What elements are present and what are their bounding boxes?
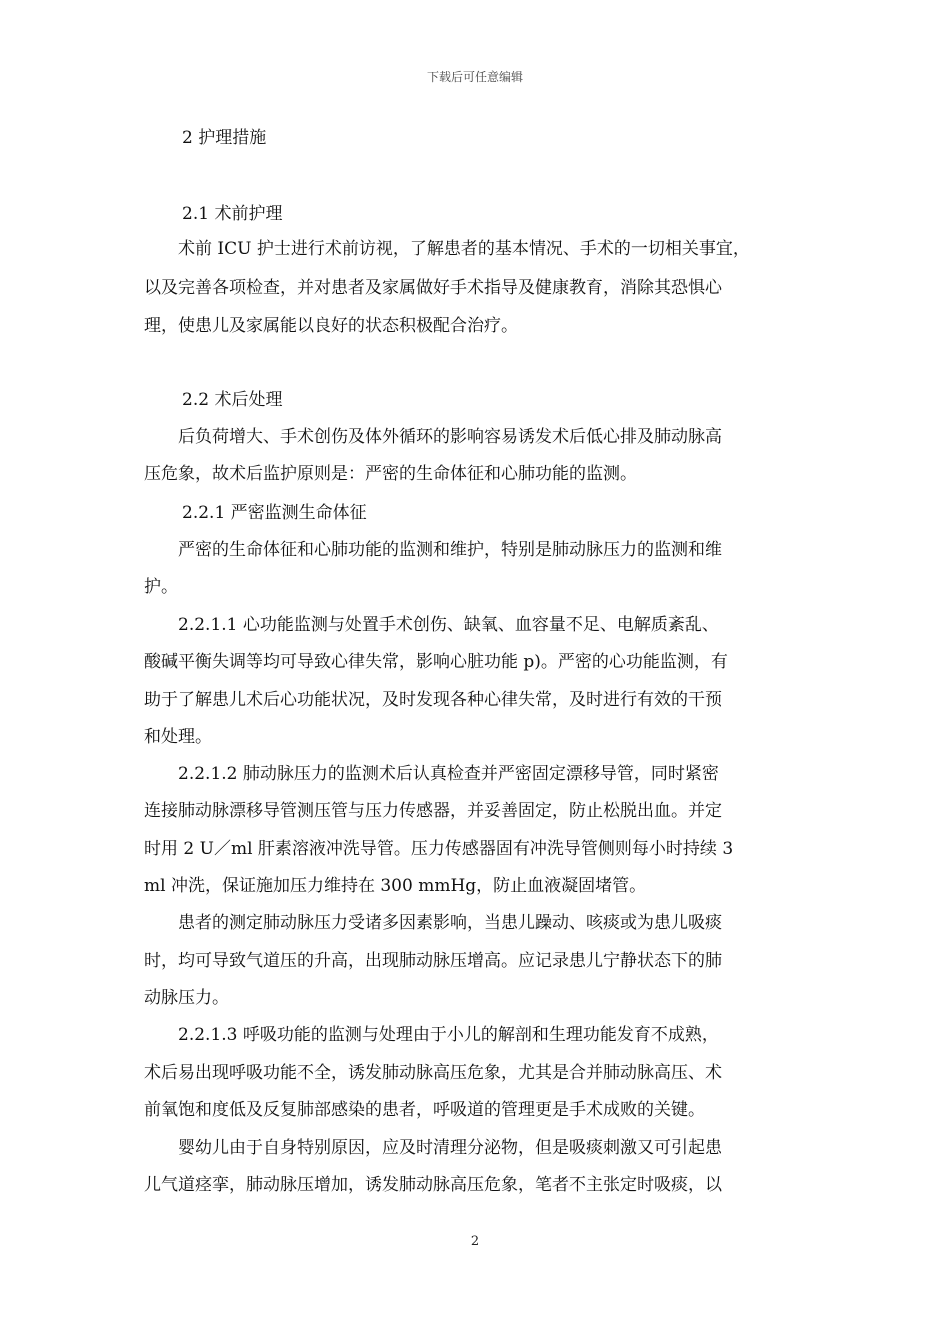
body-line: 护。 — [144, 577, 178, 597]
body-line: 以及完善各项检查，并对患者及家属做好手术指导及健康教育，消除其恐惧心 — [144, 278, 722, 298]
body-line: 患者的测定肺动脉压力受诸多因素影响，当患儿躁动、咳痰或为患儿吸痰 — [144, 913, 722, 933]
body-line: 2.2.1.3 呼吸功能的监测与处理由于小儿的解剖和生理功能发育不成熟， — [144, 1025, 719, 1045]
section-heading: 2 护理措施 — [182, 128, 267, 148]
body-line: 时用 2 U／ml 肝素溶液冲洗导管。压力传感器固有冲洗导管侧则每小时持续 3 — [144, 839, 734, 859]
body-line: 术前 ICU 护士进行术前访视，了解患者的基本情况、手术的一切相关事宜， — [144, 239, 750, 259]
subsection-heading: 2.1 术前护理 — [182, 204, 283, 224]
body-line: 时，均可导致气道压的升高，出现肺动脉压增高。应记录患儿宁静状态下的肺 — [144, 951, 722, 971]
body-line: 连接肺动脉漂移导管测压管与压力传感器，并妥善固定，防止松脱出血。并定 — [144, 801, 722, 821]
body-line: 和处理。 — [144, 727, 212, 747]
body-line: 后负荷增大、手术创伤及体外循环的影响容易诱发术后低心排及肺动脉高 — [144, 427, 722, 447]
body-line: 严密的生命体征和心肺功能的监测和维护，特别是肺动脉压力的监测和维 — [144, 540, 722, 560]
body-line: 前氧饱和度低及反复肺部感染的患者，呼吸道的管理更是手术成败的关键。 — [144, 1100, 705, 1120]
page-header-note: 下载后可任意编辑 — [426, 70, 523, 84]
subsection-heading: 2.2.1 严密监测生命体征 — [182, 503, 367, 523]
body-line: 婴幼儿由于自身特别原因，应及时清理分泌物，但是吸痰刺激又可引起患 — [144, 1138, 722, 1158]
body-line: 2.2.1.1 心功能监测与处置手术创伤、缺氧、血容量不足、电解质紊乱、 — [144, 615, 719, 635]
body-line: 酸碱平衡失调等均可导致心律失常，影响心脏功能 p)。严密的心功能监测，有 — [144, 652, 728, 672]
body-line: 儿气道痉挛，肺动脉压增加，诱发肺动脉高压危象，笔者不主张定时吸痰，以 — [144, 1175, 722, 1195]
body-line: 动脉压力。 — [144, 988, 229, 1008]
body-line: 术后易出现呼吸功能不全，诱发肺动脉高压危象，尤其是合并肺动脉高压、术 — [144, 1063, 722, 1083]
body-line: 助于了解患儿术后心功能状况，及时发现各种心律失常，及时进行有效的干预 — [144, 690, 722, 710]
subsection-heading: 2.2 术后处理 — [182, 390, 283, 410]
body-line: 2.2.1.2 肺动脉压力的监测术后认真检查并严密固定漂移导管，同时紧密 — [144, 764, 719, 784]
page-number: 2 — [470, 1234, 480, 1249]
body-line: 理，使患儿及家属能以良好的状态积极配合治疗。 — [144, 316, 518, 336]
body-line: ml 冲洗，保证施加压力维持在 300 mmHg，防止血液凝固堵管。 — [144, 876, 647, 896]
body-line: 压危象，故术后监护原则是：严密的生命体征和心肺功能的监测。 — [144, 464, 637, 484]
